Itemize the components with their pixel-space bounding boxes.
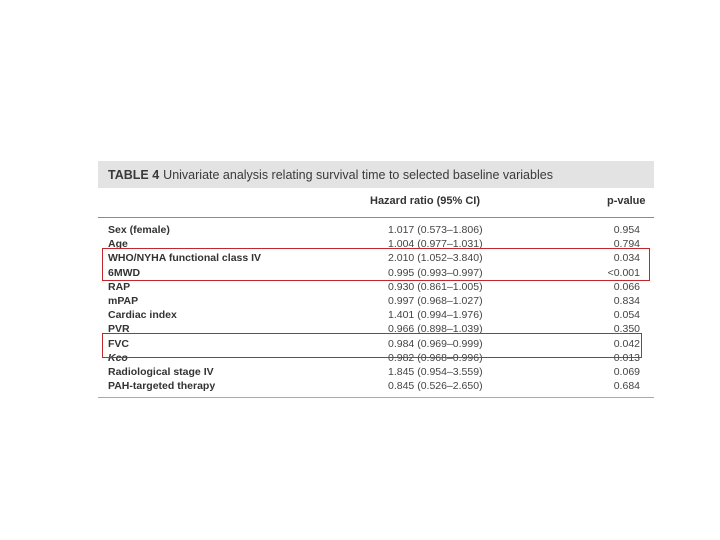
row-hazard-ratio: 0.845 (0.526–2.650)	[388, 380, 483, 393]
row-p-value: 0.069	[613, 365, 640, 378]
row-variable: Radiological stage IV	[108, 365, 214, 378]
row-variable: mPAP	[108, 294, 139, 307]
row-variable: Kco	[108, 351, 128, 364]
row-hazard-ratio: 0.930 (0.861–1.005)	[388, 280, 483, 293]
table-row	[0, 223, 720, 237]
table-row	[0, 294, 720, 308]
row-hazard-ratio: 0.982 (0.968–0.996)	[388, 351, 483, 364]
column-header-p-value: p-value	[607, 195, 646, 207]
row-variable: PVR	[108, 323, 130, 336]
row-p-value: 0.834	[613, 294, 640, 307]
row-variable: 6MWD	[108, 266, 141, 279]
table-label: TABLE 4	[108, 167, 160, 182]
row-p-value: 0.042	[613, 337, 640, 350]
table-row	[0, 379, 720, 393]
row-hazard-ratio: 2.010 (1.052–3.840)	[388, 252, 483, 265]
table-bottom-rule	[98, 397, 654, 398]
row-hazard-ratio: 1.004 (0.977–1.031)	[388, 238, 483, 251]
row-hazard-ratio: 1.401 (0.994–1.976)	[388, 309, 483, 322]
row-hazard-ratio: 0.995 (0.993–0.997)	[388, 266, 483, 279]
row-hazard-ratio: 0.966 (0.898–1.039)	[388, 323, 483, 336]
row-variable: Age	[108, 238, 128, 251]
row-variable: Sex (female)	[108, 224, 170, 236]
row-p-value: 0.034	[613, 252, 640, 265]
table-title-bar	[98, 161, 654, 188]
row-p-value: 0.013	[613, 351, 640, 364]
table-caption: Univariate analysis relating survival time to selected baseline variables	[163, 167, 553, 182]
row-variable: WHO/NYHA functional class IV	[108, 252, 262, 265]
row-p-value: 0.794	[613, 238, 640, 251]
row-p-value: 0.350	[613, 323, 640, 336]
row-variable: Cardiac index	[108, 309, 177, 322]
row-p-value: 0.066	[613, 280, 640, 293]
header-divider	[98, 217, 654, 218]
row-variable: RAP	[108, 280, 131, 293]
table-row	[0, 365, 720, 379]
table-row	[0, 280, 720, 294]
row-hazard-ratio: 1.017 (0.573–1.806)	[388, 224, 483, 236]
row-hazard-ratio: 0.984 (0.969–0.999)	[388, 337, 483, 350]
column-header-hazard-ratio: Hazard ratio (95% CI)	[370, 195, 481, 207]
row-p-value: 0.054	[613, 309, 640, 322]
row-p-value: 0.954	[613, 224, 640, 236]
table-row	[0, 308, 720, 322]
row-variable: PAH-targeted therapy	[108, 380, 216, 393]
row-hazard-ratio: 0.997 (0.968–1.027)	[388, 294, 483, 307]
row-p-value: <0.001	[607, 266, 640, 279]
row-p-value: 0.684	[613, 380, 640, 393]
highlight-box-who-6mwd	[102, 248, 650, 281]
row-variable: FVC	[108, 337, 129, 350]
row-hazard-ratio: 1.845 (0.954–3.559)	[388, 365, 483, 378]
highlight-box-fvc-kco	[102, 333, 642, 358]
